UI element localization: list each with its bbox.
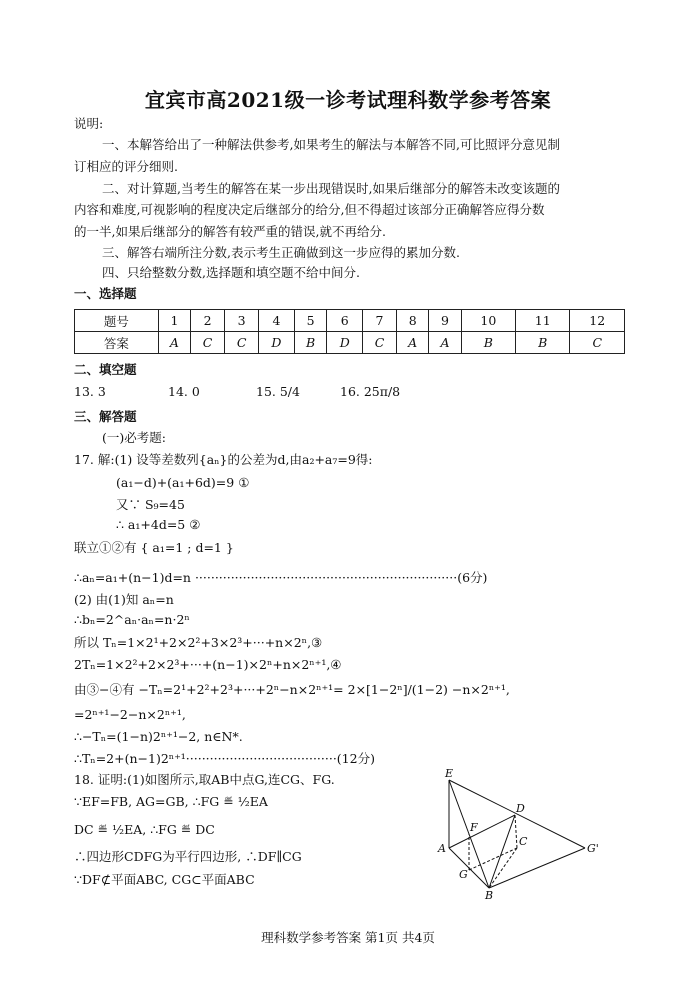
question-number: 6 — [327, 310, 363, 332]
solution-line: (2) 由(1)知 aₙ=n — [74, 592, 174, 607]
notes-heading: 说明: — [74, 116, 104, 131]
note-2-cont2: 的一半,如果后继部分的解答有较严重的错误,就不再给分. — [74, 224, 386, 239]
solution-line: ∵DF⊄平面ABC, CG⊂平面ABC — [74, 872, 255, 887]
note-4: 四、只给整数分数,选择题和填空题不给中间分. — [102, 265, 360, 280]
answer-cell: C — [362, 332, 396, 354]
note-1-cont: 订相应的评分细则. — [74, 159, 178, 174]
solution-line: 2Tₙ=1×2²+2×2³+···+(n−1)×2ⁿ+n×2ⁿ⁺¹,④ — [74, 657, 342, 672]
label-A: A — [438, 842, 446, 855]
section-choice: 一、选择题 — [74, 286, 137, 301]
solution-line: ∵EF=FB, AG=GB, ∴FG ≝ ½EA — [74, 794, 268, 809]
question-number: 1 — [158, 310, 190, 332]
label-F: F — [470, 821, 478, 834]
answer-cell: C — [191, 332, 225, 354]
solution-line: (a₁−d)+(a₁+6d)=9 ① — [116, 475, 250, 490]
solution-line: 所以 Tₙ=1×2¹+2×2²+3×2³+···+n×2ⁿ,③ — [74, 635, 323, 650]
solution-line: =2ⁿ⁺¹−2−n×2ⁿ⁺¹, — [74, 707, 186, 722]
solution-line: 18. 证明:(1)如图所示,取AB中点G,连CG、FG. — [74, 772, 335, 787]
answer-cell: D — [327, 332, 363, 354]
solution-line: ∴ a₁+4d=5 ② — [116, 517, 201, 532]
solution-line: ∴−Tₙ=(1−n)2ⁿ⁺¹−2, n∈N*. — [74, 729, 243, 744]
section-solve: 三、解答题 — [74, 409, 137, 424]
subsection-required: (一)必考题: — [102, 430, 166, 445]
answer-cell: A — [158, 332, 190, 354]
solution-line: DC ≝ ½EA, ∴FG ≝ DC — [74, 822, 215, 837]
question-number: 2 — [191, 310, 225, 332]
label-C: C — [519, 835, 528, 848]
fill-14: 14. 0 — [168, 384, 200, 399]
section-fill: 二、填空题 — [74, 362, 137, 377]
note-2-cont: 内容和难度,可视影响的程度决定后继部分的给分,但不得超过该部分正确解答应得分数 — [74, 202, 545, 217]
solution-line: ∴aₙ=a₁+(n−1)d=n ··································································(6分) — [74, 570, 488, 585]
answer-cell: A — [429, 332, 461, 354]
question-number: 10 — [461, 310, 515, 332]
solution-line: ∴bₙ=2^aₙ·aₙ=n·2ⁿ — [74, 612, 190, 627]
page-footer: 理科数学参考答案 第1页 共4页 — [261, 930, 435, 945]
solution-line: 联立①②有 { a₁=1 ; d=1 } — [74, 540, 234, 555]
label-E: E — [445, 767, 454, 780]
answer-cell: C — [570, 332, 625, 354]
question-number: 11 — [516, 310, 570, 332]
solution-line: ∴四边形CDFG为平行四边形, ∴DF∥CG — [74, 849, 302, 864]
answer-cell: B — [516, 332, 570, 354]
edge-GC — [469, 848, 517, 870]
question-number: 7 — [362, 310, 396, 332]
question-number: 12 — [570, 310, 625, 332]
label-G-prime: G' — [587, 842, 599, 855]
solution-line: 由③−④有 −Tₙ=2¹+2²+2³+···+2ⁿ−n×2ⁿ⁺¹= 2×[1−2ⁿ]/(1−2) −n×2ⁿ⁺¹, — [74, 682, 510, 697]
question-number: 3 — [225, 310, 259, 332]
solution-line: 17. 解:(1) 设等差数列{aₙ}的公差为d,由a₂+a₇=9得: — [74, 452, 373, 467]
label-B: B — [485, 889, 494, 902]
fill-16: 16. 25π/8 — [340, 384, 401, 399]
header-label: 题号 — [75, 310, 159, 332]
note-2: 二、对计算题,当考生的解答在某一步出现错误时,如果后继部分的解答未改变该题的 — [102, 181, 560, 196]
label-D: D — [516, 802, 525, 815]
fill-13: 13. 3 — [74, 384, 106, 399]
answer-label: 答案 — [75, 332, 159, 354]
page-title: 宜宾市高2021级一诊考试理科数学参考答案 — [144, 88, 552, 112]
note-1: 一、本解答给出了一种解法供参考,如果考生的解法与本解答不同,可比照评分意见制 — [102, 137, 560, 152]
note-3: 三、解答右端所注分数,表示考生正确做到这一步应得的累加分数. — [102, 245, 460, 260]
question-number: 9 — [429, 310, 461, 332]
solution-line: 又∵ S₉=45 — [116, 497, 185, 512]
label-G: G — [459, 868, 468, 881]
answer-cell: A — [397, 332, 429, 354]
fill-15: 15. 5/4 — [256, 384, 300, 399]
solution-line: ∴Tₙ=2+(n−1)2ⁿ⁺¹······································(12分) — [74, 751, 375, 766]
question-number: 5 — [294, 310, 327, 332]
question-number: 8 — [397, 310, 429, 332]
question-number: 4 — [259, 310, 295, 332]
answer-cell: D — [259, 332, 295, 354]
answer-cell: B — [294, 332, 327, 354]
answer-cell: B — [461, 332, 515, 354]
answer-cell: C — [225, 332, 259, 354]
edge-DC — [515, 815, 517, 848]
